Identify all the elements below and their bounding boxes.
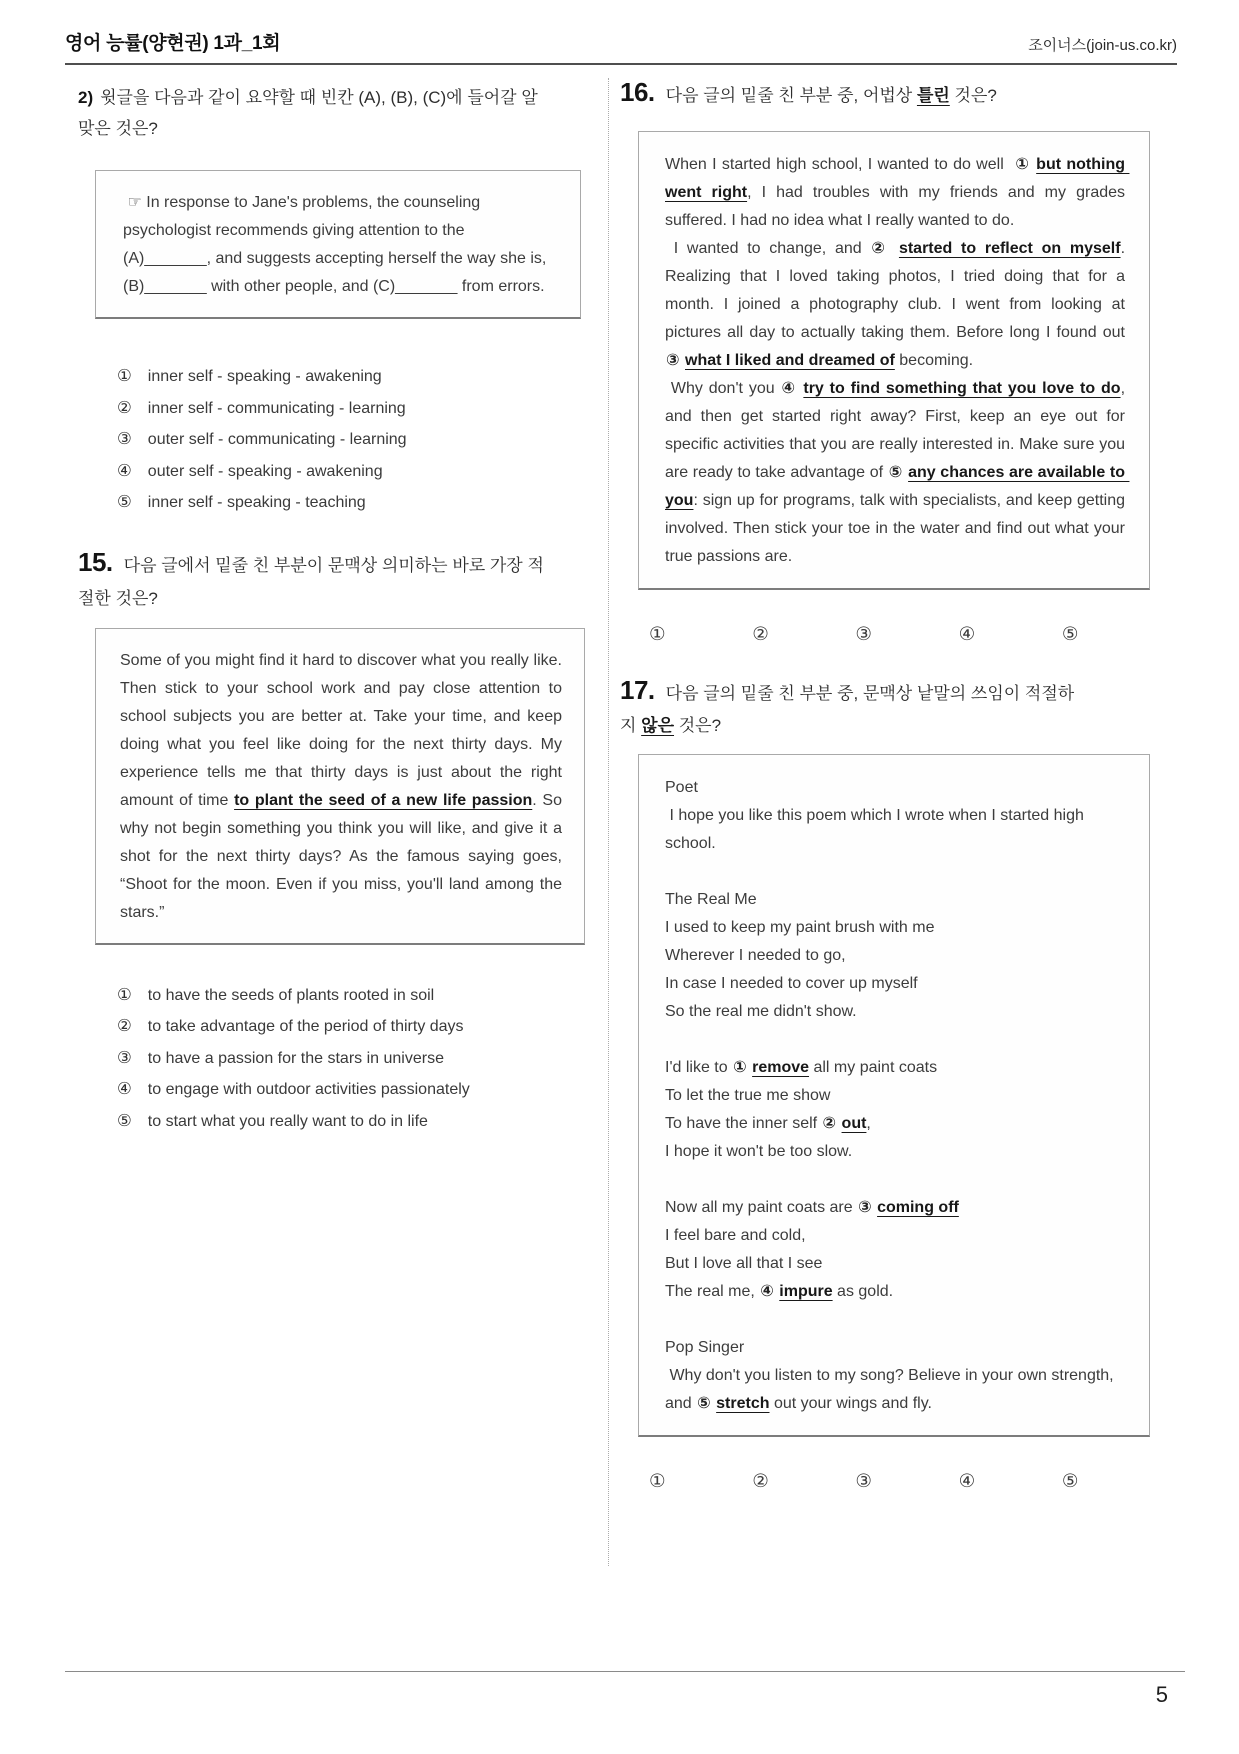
- underlined-phrase: 틀린: [916, 86, 950, 105]
- text-segment: I feel bare and cold,: [665, 1227, 806, 1244]
- answer-option-icon[interactable]: ③: [855, 1470, 872, 1491]
- text-segment: 것은?: [949, 86, 997, 105]
- text-segment: : sign up for programs, talk with specialists, and keep getting involved. Then stick your toe in the water and find out what your true passions are.: [665, 492, 1130, 565]
- circled-number-marker: ⑤: [697, 1395, 711, 1412]
- choice-number-icon: ③: [117, 1048, 132, 1067]
- passage-line: [665, 375, 1130, 571]
- circled-number-marker: ②: [871, 240, 890, 257]
- text-segment: I'd like to: [665, 1059, 733, 1076]
- text-segment: out your wings and fly.: [769, 1395, 932, 1412]
- question-2-choices: [78, 361, 583, 519]
- passage-line: [665, 1334, 1125, 1362]
- text-segment: Wherever I needed to go,: [665, 947, 846, 964]
- text-segment: as gold.: [832, 1283, 894, 1300]
- choice-text: to engage with outdoor activities passionately: [147, 1081, 470, 1098]
- passage-line: [665, 774, 1125, 802]
- underlined-phrase: try to find something that you love to do: [803, 380, 1121, 397]
- text-segment: [890, 240, 899, 257]
- choice-text: outer self - communicating - learning: [147, 431, 407, 448]
- text-segment: The Real Me: [665, 891, 757, 908]
- text-segment: I hope it won't be too slow.: [665, 1143, 853, 1160]
- passage-line: [665, 1194, 1125, 1222]
- text-segment: 다음 글의 밑줄 친 부분 중, 어법상: [665, 86, 917, 105]
- underlined-phrase: but nothing went right: [665, 156, 1130, 201]
- question-2-text: 윗글을 다음과 같이 요약할 때 빈칸 (A), (B), (C)에 들어갈 알맞은 것은?: [78, 88, 538, 138]
- text-segment: Why don't you: [665, 380, 781, 397]
- question-16-answer-row: [620, 623, 1165, 645]
- choice-number-icon: ④: [117, 1080, 132, 1098]
- passage-line: [665, 970, 1125, 998]
- question-16-number: 16.: [620, 77, 655, 107]
- choice-item[interactable]: [117, 487, 583, 519]
- choice-item[interactable]: [117, 1106, 583, 1138]
- passage-line: [665, 802, 1125, 858]
- header-site-link[interactable]: 조이너스(join-us.co.kr): [1028, 37, 1177, 54]
- choice-item[interactable]: [117, 393, 583, 425]
- choice-item[interactable]: [117, 424, 583, 456]
- choice-text: to start what you really want to do in life: [147, 1112, 428, 1130]
- answer-option-icon[interactable]: ③: [855, 623, 872, 644]
- underlined-phrase: coming off: [877, 1199, 959, 1216]
- question-15-passage-box: [95, 628, 585, 945]
- circled-number-marker: ④: [760, 1283, 774, 1300]
- choice-number-icon: ④: [117, 461, 132, 480]
- text-segment: To let the true me show: [665, 1087, 831, 1104]
- text-segment: But I love all that I see: [665, 1255, 823, 1272]
- header-rule: [65, 63, 1177, 65]
- text-segment: , and then get started right away? First, keep an eye out for specific activities that you are really interested in. Make sure you are ready to take advantage of: [665, 380, 1130, 481]
- underlined-phrase: started to reflect on myself: [898, 240, 1121, 257]
- underlined-phrase: out: [841, 1115, 867, 1132]
- choice-item[interactable]: [117, 361, 583, 393]
- right-column: [620, 74, 1165, 1492]
- question-15-number: 15.: [78, 546, 113, 577]
- choice-number-icon: ⑤: [117, 1111, 132, 1130]
- text-segment: becoming.: [894, 352, 974, 369]
- text-segment: Now all my paint coats are: [665, 1199, 858, 1216]
- question-15-header: [78, 546, 548, 615]
- passage-line: [665, 1054, 1125, 1082]
- underlined-phrase: any chances are available to you: [665, 464, 1130, 509]
- choice-item[interactable]: [117, 1043, 583, 1075]
- question-17-text: [620, 684, 1074, 735]
- text-segment: When I started high school, I wanted to do well: [665, 156, 1015, 173]
- choice-text: inner self - communicating - learning: [147, 399, 406, 417]
- passage-line: [665, 1026, 1125, 1054]
- question-16-text: [666, 86, 997, 105]
- passage-line: [665, 1306, 1125, 1334]
- passage-line: [665, 151, 1130, 235]
- underlined-phrase: remove: [752, 1059, 810, 1076]
- underlined-phrase: to plant the seed of a new life passion: [234, 791, 533, 809]
- choice-text: to have a passion for the stars in universe: [147, 1049, 444, 1067]
- choice-item[interactable]: [117, 1011, 583, 1043]
- question-2-number: 2): [78, 88, 94, 107]
- footer-rule: [65, 1671, 1185, 1672]
- text-segment: . So why not begin something you think you will like, and give it a shot for the next thirty days? As the famous saying goes, “Shoot for the moon. Even if you miss, you'll land among the stars.”: [120, 791, 567, 921]
- choice-text: inner self - speaking - teaching: [147, 494, 366, 511]
- text-segment: , I had troubles with my friends and my grades suffered. I had no idea what I really wanted to do.: [665, 184, 1130, 229]
- text-segment: 다음 글의 밑줄 친 부분 중, 문맥상 낱말의 쓰임이 적절하지: [620, 684, 1075, 735]
- question-17-poem: [665, 774, 1125, 1418]
- choice-text: to have the seeds of plants rooted in soil: [147, 986, 435, 1004]
- question-17-number: 17.: [620, 675, 655, 705]
- passage-line: [665, 998, 1125, 1026]
- choice-number-icon: ①: [117, 985, 132, 1004]
- answer-option-icon[interactable]: ⑤: [1061, 623, 1079, 644]
- choice-number-icon: ③: [117, 430, 132, 448]
- passage-line: [120, 647, 567, 927]
- page-number: 5: [1155, 1682, 1168, 1707]
- passage-line: [665, 1362, 1125, 1418]
- circled-number-marker: ③: [858, 1199, 872, 1216]
- underlined-phrase: stretch: [716, 1395, 770, 1412]
- choice-text: to take advantage of the period of thirty days: [147, 1018, 464, 1035]
- passage-line: [665, 942, 1125, 970]
- passage-line: [665, 1166, 1125, 1194]
- answer-option-icon[interactable]: ④: [958, 623, 976, 644]
- circled-number-marker: ②: [822, 1115, 837, 1132]
- choice-number-icon: ⑤: [117, 493, 132, 511]
- question-16-header: [620, 74, 1090, 114]
- text-segment: Pop Singer: [665, 1339, 745, 1356]
- underlined-phrase: what I liked and dreamed of: [685, 352, 895, 369]
- choice-item[interactable]: [117, 980, 583, 1012]
- passage-line: [665, 1110, 1125, 1138]
- passage-line: [665, 1278, 1125, 1306]
- question-15-passage: [120, 647, 567, 927]
- answer-option-icon[interactable]: ①: [649, 623, 666, 644]
- choice-number-icon: ①: [117, 367, 132, 385]
- question-2-header: [78, 82, 548, 144]
- passage-line: [665, 858, 1125, 886]
- circled-number-marker: ③: [666, 352, 680, 369]
- left-column: [78, 82, 583, 1137]
- choice-text: outer self - speaking - awakening: [147, 462, 383, 480]
- underlined-phrase: impure: [779, 1283, 833, 1300]
- passage-line: [665, 235, 1130, 375]
- question-16-passage: [665, 151, 1130, 571]
- answer-option-icon[interactable]: ②: [752, 623, 769, 644]
- text-segment: I used to keep my paint brush with me: [665, 919, 935, 936]
- text-segment: Why don't you listen to my song? Believe in your own strength, and: [665, 1367, 1119, 1412]
- text-segment: In case I needed to cover up myself: [665, 975, 918, 992]
- text-segment: all my paint coats: [809, 1059, 938, 1076]
- underlined-phrase: 않은: [641, 716, 675, 735]
- text-segment: ☞ In response to Jane's problems, the counseling psychologist recommends giving attention to the (A)_______, and suggests accepting herself the way she is, (B)_______ with other people, and (C)_______ from errors.: [123, 194, 551, 295]
- choice-number-icon: ②: [117, 1017, 132, 1035]
- choice-item[interactable]: [117, 456, 583, 488]
- answer-option-icon[interactable]: ②: [752, 1470, 769, 1491]
- text-segment: ,: [866, 1115, 871, 1132]
- circled-number-marker: ⑤: [888, 464, 903, 481]
- question-17-answer-row: [620, 1470, 1165, 1492]
- text-segment: So the real me didn't show.: [665, 1003, 857, 1020]
- answer-option-icon[interactable]: ⑤: [1061, 1470, 1079, 1491]
- answer-option-icon[interactable]: ①: [649, 1470, 666, 1491]
- text-segment: Poet: [665, 779, 698, 796]
- document-title: 영어 능률(양현권) 1과_1회: [65, 33, 281, 54]
- passage-line: [665, 1250, 1125, 1278]
- text-segment: 것은?: [674, 716, 722, 735]
- choice-text: inner self - speaking - awakening: [147, 368, 382, 385]
- text-segment: I hope you like this poem which I wrote when I started high school.: [665, 807, 1089, 852]
- text-segment: To have the inner self: [665, 1115, 822, 1132]
- passage-line: [665, 914, 1125, 942]
- text-segment: . Realizing that I loved taking photos, I tried doing that for a month. I joined a photography club. I went from looking at pictures all day to actually taking them. Before long I found out: [665, 240, 1130, 341]
- passage-line: [665, 1222, 1125, 1250]
- summary-text: [123, 189, 556, 301]
- circled-number-marker: ④: [781, 380, 797, 397]
- question-15-text: 다음 글에서 밑줄 친 부분이 문맥상 의미하는 바로 가장 적절한 것은?: [78, 555, 544, 608]
- text-segment: Some of you might find it hard to discover what you really like. Then stick to your school work and pay close attention to school subjects you are better at. Take your time, and keep doing what you feel like doing for the next thirty days. My experience tells me that thirty days is just about the right amount of time: [120, 651, 567, 809]
- choice-number-icon: ②: [117, 398, 132, 417]
- question-15-choices: [78, 980, 583, 1138]
- question-2-summary-box: [95, 170, 581, 319]
- circled-number-marker: ①: [733, 1059, 747, 1076]
- passage-line: [665, 886, 1125, 914]
- text-segment: I wanted to change, and: [665, 240, 871, 257]
- passage-line: [665, 1138, 1125, 1166]
- choice-item[interactable]: [117, 1074, 583, 1106]
- passage-line: [123, 189, 556, 301]
- question-16-passage-box: [638, 131, 1150, 590]
- column-divider: [608, 78, 609, 1566]
- question-17-header: [620, 674, 1090, 742]
- question-17-poem-box: [638, 754, 1150, 1437]
- text-segment: The real me,: [665, 1283, 760, 1300]
- circled-number-marker: ①: [1015, 156, 1030, 173]
- answer-option-icon[interactable]: ④: [958, 1470, 976, 1491]
- passage-line: [665, 1082, 1125, 1110]
